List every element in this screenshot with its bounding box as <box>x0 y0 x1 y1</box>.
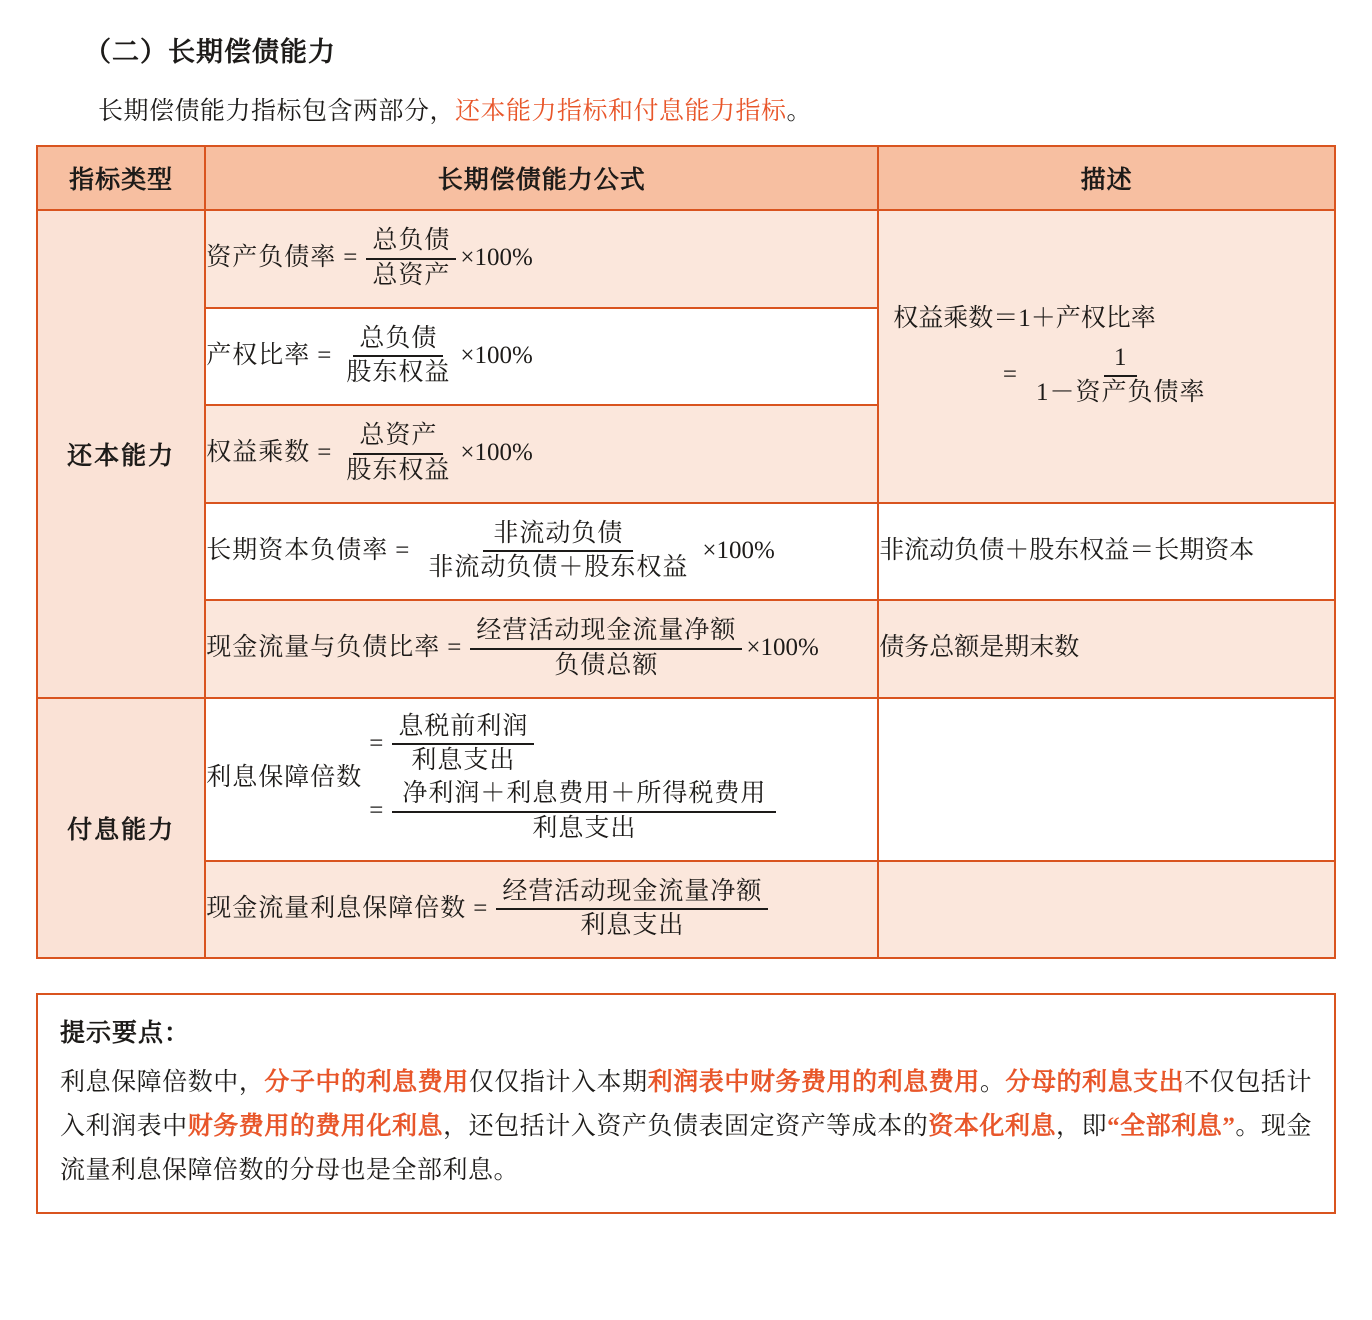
formula-interest-coverage <box>206 699 877 860</box>
formula-debt-to-equity <box>206 309 877 405</box>
fraction <box>1026 344 1216 408</box>
intro-suffix: 。 <box>786 98 813 125</box>
equals-sign: = <box>317 439 332 467</box>
fraction <box>340 422 456 486</box>
numerator: 非流动负债 <box>483 520 633 553</box>
fraction <box>340 325 456 389</box>
equals-sign: = <box>343 244 358 272</box>
intro-paragraph <box>36 69 1336 127</box>
formula-label: 长期资本负债率 <box>206 536 389 564</box>
fraction <box>418 520 698 584</box>
multiplier-suffix: ×100% <box>702 536 775 564</box>
formula-cell-equity-multiplier <box>205 405 878 503</box>
tip-segment-4: 。 <box>979 1069 1006 1096</box>
table-row <box>37 698 1335 861</box>
formula-cashflow-interest-coverage <box>206 862 877 958</box>
formula-label: 利息保障倍数 <box>206 763 363 791</box>
equals-sign: = <box>447 634 462 662</box>
fraction <box>366 227 456 291</box>
tip-segment-10: ，即 <box>1056 1112 1108 1140</box>
multiplier-suffix: ×100% <box>460 341 533 369</box>
tip-segment-2: 仅仅指计入本期 <box>468 1069 648 1096</box>
formula-label: 现金流量利息保障倍数 <box>206 894 467 922</box>
formula-debt-to-asset <box>206 211 877 307</box>
tip-segment-11: “全部利息” <box>1107 1112 1236 1140</box>
tip-segment-3: 利润表中财务费用的利息费用 <box>647 1069 980 1096</box>
formula-table-wrapper <box>36 145 1336 959</box>
formula-label: 产权比率 <box>206 341 311 369</box>
equity-multiplier-line2 <box>879 344 1334 408</box>
group-label-interest-payment: 付息能力 <box>37 698 205 959</box>
interest-coverage-line2 <box>362 780 778 844</box>
tip-segment-9: 资本化利息 <box>928 1112 1057 1140</box>
formula-cell-cashflow-interest-coverage <box>205 861 878 959</box>
equals-sign: = <box>369 729 384 757</box>
description-cell-interest-coverage <box>878 698 1335 861</box>
numerator: 经营活动现金流量净额 <box>496 878 768 911</box>
numerator: 1 <box>1104 344 1138 377</box>
formula-label: 现金流量与负债比率 <box>206 634 441 662</box>
tip-segment-7: 财务费用的费用化利息 <box>187 1112 444 1140</box>
denominator: 股东权益 <box>346 359 451 387</box>
numerator: 总资产 <box>353 422 443 455</box>
formula-cell-cashflow-to-debt <box>205 600 878 698</box>
description-cell-long-term-capital: 非流动负债＋股东权益＝长期资本 <box>878 503 1335 601</box>
formula-cell-interest-coverage <box>205 698 878 861</box>
header-description: 描述 <box>878 146 1335 210</box>
numerator: 经营活动现金流量净额 <box>470 617 742 650</box>
formula-two-line-group <box>362 713 778 844</box>
table-row <box>37 600 1335 698</box>
equity-multiplier-text: 权益乘数＝1＋产权比率 <box>893 305 1156 333</box>
denominator: 非流动负债＋股东权益 <box>428 554 689 582</box>
tip-segment-1: 分子中的利息费用 <box>264 1069 469 1096</box>
tip-body <box>60 1061 1312 1192</box>
denominator: 负债总额 <box>554 651 659 679</box>
tip-segment-5: 分母的利息支出 <box>1005 1069 1185 1096</box>
description-cell-cashflow-interest-coverage <box>878 861 1335 959</box>
description-cell-equity-multiplier <box>878 210 1335 503</box>
formula-long-term-capital-debt-ratio <box>206 504 877 600</box>
multiplier-suffix: ×100% <box>746 634 819 662</box>
fraction <box>392 713 534 777</box>
tip-segment-6: 不仅包括计入利润表中 <box>60 1069 1312 1140</box>
tip-segment-12: 。现金流量利息保障倍数的分母也是全部利息。 <box>60 1112 1312 1184</box>
long-term-solvency-table <box>36 145 1336 959</box>
group-label-principal-repayment: 还本能力 <box>37 210 205 698</box>
intro-highlight: 还本能力指标和付息能力指标 <box>455 98 787 125</box>
table-header-row <box>37 146 1335 210</box>
multiplier-suffix: ×100% <box>460 439 533 467</box>
interest-coverage-line1 <box>362 713 778 777</box>
header-indicator-type: 指标类型 <box>37 146 205 210</box>
tip-box <box>36 993 1336 1214</box>
table-row <box>37 503 1335 601</box>
equals-sign: = <box>395 536 410 564</box>
fraction <box>470 617 742 681</box>
tip-segment-8: ，还包括计入资产负债表固定资产等成本的 <box>443 1112 929 1140</box>
equals-sign: = <box>473 894 488 922</box>
denominator: 利息支出 <box>580 912 685 940</box>
equity-multiplier-line1 <box>879 305 1334 334</box>
tip-segment-0: 利息保障倍数中， <box>60 1069 265 1096</box>
formula-cashflow-to-debt <box>206 601 877 697</box>
multiplier-suffix: ×100% <box>460 244 533 272</box>
numerator: 息税前利润 <box>392 713 534 746</box>
tip-title: 提示要点： <box>60 1018 191 1047</box>
table-row <box>37 210 1335 308</box>
equals-sign: = <box>317 341 332 369</box>
intro-prefix: 长期偿债能力指标包含两部分， <box>98 98 456 125</box>
page-title: （二）长期偿债能力 <box>84 37 336 68</box>
formula-cell-long-term-capital-debt-ratio <box>205 503 878 601</box>
numerator: 总负债 <box>366 227 456 260</box>
fraction <box>392 780 776 844</box>
formula-equity-multiplier <box>206 406 877 502</box>
table-row <box>37 861 1335 959</box>
equals-sign: = <box>369 797 384 825</box>
denominator: 股东权益 <box>346 456 451 484</box>
formula-label: 权益乘数 <box>206 439 311 467</box>
denominator: 1－资产负债率 <box>1035 378 1206 406</box>
denominator: 总资产 <box>372 261 451 289</box>
equals-sign: = <box>1002 361 1017 389</box>
denominator: 利息支出 <box>411 747 516 775</box>
fraction <box>496 878 768 942</box>
numerator: 净利润＋利息费用＋所得税费用 <box>392 780 776 813</box>
formula-cell-debt-to-asset <box>205 210 878 308</box>
formula-cell-debt-to-equity <box>205 308 878 406</box>
header-formula: 长期偿债能力公式 <box>205 146 878 210</box>
description-cell-total-debt: 债务总额是期末数 <box>878 600 1335 698</box>
formula-label: 资产负债率 <box>206 244 337 272</box>
denominator: 利息支出 <box>532 814 637 842</box>
numerator: 总负债 <box>353 325 443 358</box>
